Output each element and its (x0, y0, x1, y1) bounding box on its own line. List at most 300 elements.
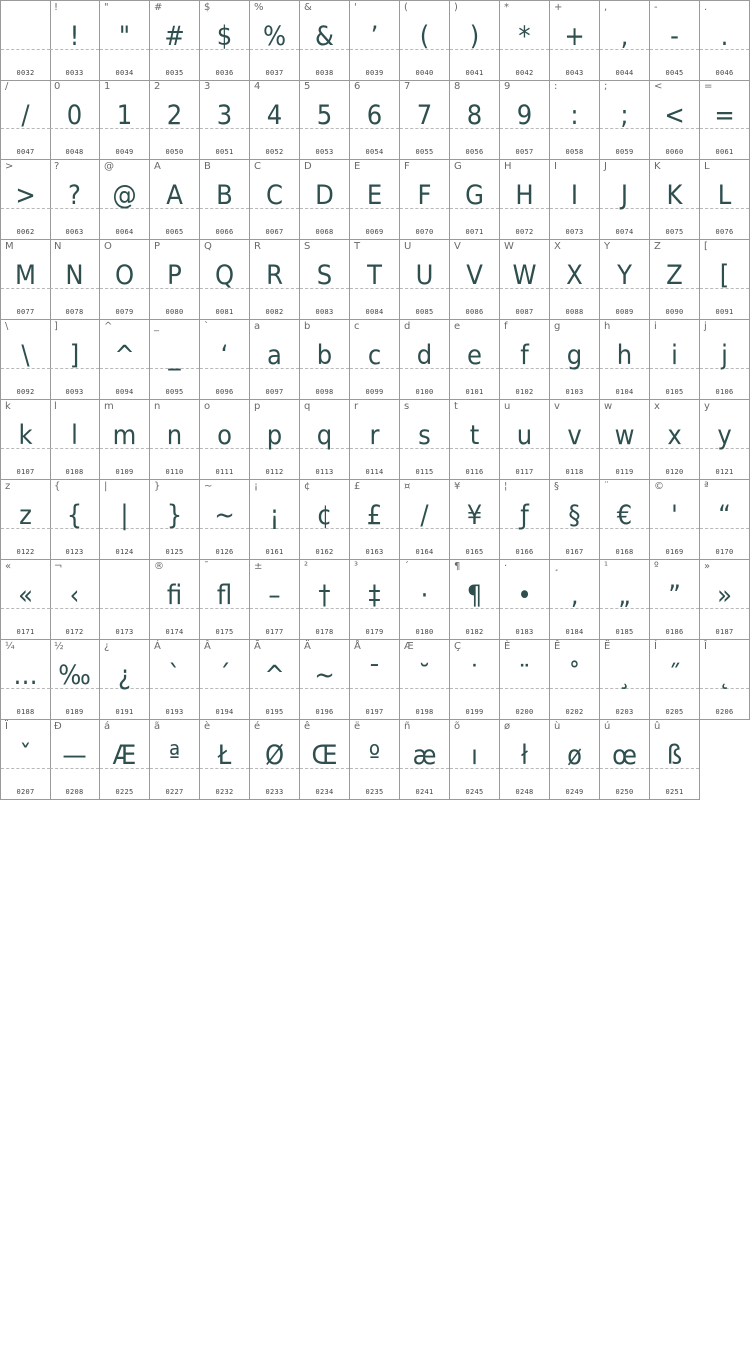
glyph-cell (600, 240, 650, 320)
glyph-cell (600, 0, 650, 81)
glyph-cell (600, 320, 650, 400)
glyph-cell (100, 640, 150, 720)
glyph-cell (400, 640, 450, 720)
character-code: 0109 (115, 468, 134, 476)
font-glyph: r (369, 420, 380, 451)
baseline-guide (1, 49, 50, 50)
reference-character: 8 (454, 81, 461, 92)
font-glyph: k (18, 420, 33, 451)
character-code: 0060 (665, 148, 684, 156)
character-code: 0046 (715, 69, 734, 77)
font-glyph: ˛ (718, 660, 731, 691)
reference-character: 7 (404, 81, 411, 92)
character-code: 0032 (16, 69, 35, 77)
glyph-cell (550, 400, 600, 480)
character-code: 0198 (415, 708, 434, 716)
character-code: 0125 (165, 548, 184, 556)
font-glyph: ^ (114, 340, 135, 371)
character-code: 0075 (665, 228, 684, 236)
character-code: 0116 (465, 468, 484, 476)
character-code: 0048 (65, 148, 84, 156)
reference-character: I (554, 161, 557, 172)
font-glyph: » (717, 580, 732, 611)
reference-character: « (5, 561, 12, 572)
font-glyph: ß (666, 740, 683, 771)
character-code: 0179 (365, 628, 384, 636)
reference-character: s (404, 401, 410, 412)
font-glyph: { (66, 500, 83, 531)
character-code: 0094 (115, 388, 134, 396)
glyph-cell (150, 640, 200, 720)
glyph-cell (50, 0, 100, 81)
font-glyph: M (15, 260, 36, 291)
glyph-cell (0, 400, 51, 480)
character-code: 0111 (215, 468, 234, 476)
glyph-cell (150, 720, 200, 800)
font-glyph: ( (419, 21, 430, 52)
font-glyph: J (620, 180, 629, 211)
character-code: 0118 (565, 468, 584, 476)
glyph-cell (400, 160, 450, 240)
font-glyph: ^ (264, 660, 285, 691)
character-code: 0034 (115, 69, 134, 77)
glyph-cell (300, 160, 350, 240)
glyph-cell (50, 160, 100, 240)
reference-character: W (504, 241, 514, 252)
reference-character: 1 (104, 81, 111, 92)
font-glyph: p (266, 420, 283, 451)
glyph-cell (50, 480, 100, 560)
glyph-cell (600, 480, 650, 560)
character-code: 0122 (16, 548, 35, 556)
reference-character: 4 (254, 81, 261, 92)
reference-character: Ê (554, 641, 561, 652)
reference-character: w (604, 401, 613, 412)
glyph-cell (150, 80, 200, 160)
glyph-cell (450, 720, 500, 800)
reference-character: ( (404, 2, 408, 13)
character-code: 0088 (565, 308, 584, 316)
reference-character: n (154, 401, 161, 412)
glyph-cell (250, 720, 300, 800)
font-glyph: f (520, 340, 529, 371)
reference-character: l (54, 401, 57, 412)
reference-character: Â (204, 641, 211, 652)
character-code: 0177 (265, 628, 284, 636)
font-glyph: _ (168, 340, 181, 371)
glyph-cell (50, 560, 100, 640)
font-glyph: … (13, 660, 38, 691)
font-glyph: 7 (416, 100, 433, 131)
character-code: 0194 (215, 708, 234, 716)
font-glyph: ´ (218, 660, 231, 691)
character-code: 0112 (265, 468, 284, 476)
glyph-cell (650, 480, 700, 560)
character-code: 0114 (365, 468, 384, 476)
glyph-cell (450, 560, 500, 640)
reference-character: } (154, 481, 161, 492)
font-glyph: 6 (366, 100, 383, 131)
reference-character: P (154, 241, 161, 252)
reference-character: @ (104, 161, 114, 172)
font-glyph: D (315, 180, 334, 211)
reference-character: ã (154, 721, 161, 732)
reference-character: E (354, 161, 361, 172)
character-code: 0056 (465, 148, 484, 156)
character-code: 0121 (715, 468, 734, 476)
character-code: 0126 (215, 548, 234, 556)
reference-character: Ð (54, 721, 62, 732)
font-glyph: P (167, 260, 182, 291)
glyph-cell (700, 640, 750, 720)
character-code: 0100 (415, 388, 434, 396)
reference-character: / (5, 81, 9, 92)
reference-character: & (304, 2, 312, 13)
reference-character: A (154, 161, 161, 172)
character-code: 0161 (265, 548, 284, 556)
character-code: 0196 (315, 708, 334, 716)
glyph-cell (250, 160, 300, 240)
reference-character: § (554, 481, 559, 492)
glyph-cell (600, 640, 650, 720)
glyph-cell (50, 320, 100, 400)
reference-character: X (554, 241, 561, 252)
font-glyph: † (318, 580, 331, 611)
reference-character: £ (354, 481, 361, 492)
character-code: 0098 (315, 388, 334, 396)
glyph-cell (100, 0, 150, 81)
character-code: 0040 (415, 69, 434, 77)
reference-character: õ (454, 721, 461, 732)
reference-character: Î (704, 641, 707, 652)
font-glyph: i (671, 340, 678, 371)
font-glyph: @ (112, 180, 137, 211)
font-glyph: o (217, 420, 232, 451)
character-code: 0232 (215, 788, 234, 796)
character-code: 0180 (415, 628, 434, 636)
reference-character: 9 (504, 81, 511, 92)
font-glyph: K (666, 180, 683, 211)
glyph-cell (0, 80, 51, 160)
font-glyph: A (166, 180, 183, 211)
reference-character: | (104, 481, 108, 492)
reference-character: O (104, 241, 112, 252)
character-code: 0202 (565, 708, 584, 716)
character-code: 0059 (615, 148, 634, 156)
font-glyph: Ł (217, 740, 232, 771)
font-glyph: x (667, 420, 682, 451)
font-glyph: Z (666, 260, 683, 291)
glyph-cell (350, 560, 400, 640)
glyph-cell (300, 640, 350, 720)
glyph-cell (450, 400, 500, 480)
glyph-cell (150, 320, 200, 400)
character-code: 0119 (615, 468, 634, 476)
font-glyph: C (266, 180, 283, 211)
character-code: 0092 (16, 388, 35, 396)
character-code: 0095 (165, 388, 184, 396)
character-code: 0185 (615, 628, 634, 636)
glyph-cell (150, 0, 200, 81)
reference-character: > (5, 161, 14, 172)
reference-character: B (204, 161, 211, 172)
font-glyph: 9 (516, 100, 533, 131)
character-code: 0104 (615, 388, 634, 396)
character-code: 0083 (315, 308, 334, 316)
glyph-cell (0, 240, 51, 320)
reference-character: H (504, 161, 512, 172)
reference-character: ? (54, 161, 60, 172)
character-code: 0091 (715, 308, 734, 316)
reference-character: # (154, 2, 163, 13)
glyph-cell (500, 320, 550, 400)
glyph-cell (200, 720, 250, 800)
reference-character: u (504, 401, 511, 412)
glyph-cell (650, 400, 700, 480)
reference-character: Í (654, 641, 657, 652)
reference-character: " (104, 2, 109, 13)
reference-character: : (554, 81, 558, 92)
font-glyph: € (616, 500, 633, 531)
glyph-cell (150, 560, 200, 640)
font-glyph: – (268, 580, 281, 611)
character-code: 0057 (515, 148, 534, 156)
reference-character: j (704, 321, 707, 332)
character-code: 0039 (365, 69, 384, 77)
font-glyph: º (368, 740, 381, 771)
reference-character: ) (454, 2, 458, 13)
glyph-cell (700, 0, 750, 81)
reference-character: [ (704, 241, 708, 252)
font-glyph: h (616, 340, 633, 371)
glyph-cell (50, 720, 100, 800)
character-code: 0163 (365, 548, 384, 556)
character-code: 0055 (415, 148, 434, 156)
glyph-cell (200, 240, 250, 320)
font-glyph: v (567, 420, 582, 451)
font-glyph: ¿ (118, 660, 131, 691)
font-glyph: V (466, 260, 483, 291)
reference-character: b (304, 321, 311, 332)
glyph-cell (100, 320, 150, 400)
glyph-cell (500, 640, 550, 720)
font-glyph: 1 (116, 100, 133, 131)
font-glyph: ª (168, 740, 181, 771)
glyph-cell (350, 480, 400, 560)
reference-character: k (5, 401, 11, 412)
character-code: 0067 (265, 228, 284, 236)
glyph-cell (350, 720, 400, 800)
character-code: 0085 (415, 308, 434, 316)
character-code: 0186 (665, 628, 684, 636)
font-glyph: R (266, 260, 283, 291)
glyph-cell (200, 80, 250, 160)
glyph-cell (250, 480, 300, 560)
glyph-cell (500, 480, 550, 560)
font-glyph: e (467, 340, 482, 371)
reference-character: - (654, 2, 658, 13)
character-code: 0191 (115, 708, 134, 716)
glyph-cell (200, 320, 250, 400)
glyph-cell (200, 560, 250, 640)
character-code: 0058 (565, 148, 584, 156)
glyph-cell (650, 0, 700, 81)
font-glyph: z (19, 500, 32, 531)
font-glyph: ƒ (520, 500, 529, 531)
glyph-cell (550, 80, 600, 160)
font-glyph: u (516, 420, 533, 451)
glyph-cell (250, 320, 300, 400)
reference-character: ¨ (604, 481, 609, 492)
character-code: 0235 (365, 788, 384, 796)
font-glyph: < (664, 100, 685, 131)
font-glyph: ~ (314, 660, 335, 691)
reference-character: d (404, 321, 411, 332)
font-glyph: F (417, 180, 432, 211)
font-glyph: fi (166, 580, 183, 611)
glyph-cell (200, 160, 250, 240)
character-code: 0167 (565, 548, 584, 556)
font-glyph: I (570, 180, 579, 211)
font-glyph: ˝ (668, 660, 681, 691)
character-code: 0084 (365, 308, 384, 316)
font-glyph: fl (216, 580, 233, 611)
font-glyph: “ (718, 500, 731, 531)
glyph-cell (450, 240, 500, 320)
glyph-cell (0, 640, 51, 720)
glyph-cell (350, 400, 400, 480)
font-glyph: d (416, 340, 433, 371)
font-glyph: L (717, 180, 732, 211)
character-code: 0079 (115, 308, 134, 316)
glyph-cell (700, 320, 750, 400)
glyph-cell (450, 640, 500, 720)
character-code: 0207 (16, 788, 35, 796)
font-glyph: æ (412, 740, 437, 771)
reference-character: º (654, 561, 659, 572)
reference-character: F (404, 161, 410, 172)
glyph-cell (50, 400, 100, 480)
glyph-cell (450, 0, 500, 81)
glyph-cell (500, 0, 550, 81)
font-glyph: * (518, 21, 531, 52)
character-code: 0093 (65, 388, 84, 396)
character-code: 0197 (365, 708, 384, 716)
reference-character: ¢ (304, 481, 311, 492)
reference-character: ¦ (504, 481, 508, 492)
reference-character: ê (304, 721, 311, 732)
character-code: 0036 (215, 69, 234, 77)
glyph-cell (350, 240, 400, 320)
character-code: 0052 (265, 148, 284, 156)
glyph-cell (650, 80, 700, 160)
font-glyph: w (614, 420, 635, 451)
character-code: 0049 (115, 148, 134, 156)
font-glyph: Ø (264, 740, 285, 771)
reference-character: ¸ (554, 561, 559, 572)
font-glyph: ¡ (269, 500, 280, 531)
reference-character: + (554, 2, 563, 13)
glyph-cell (650, 160, 700, 240)
reference-character: S (304, 241, 311, 252)
reference-character: » (704, 561, 711, 572)
font-glyph: ‡ (368, 580, 381, 611)
font-glyph: / (420, 500, 429, 531)
character-code: 0037 (265, 69, 284, 77)
reference-character: ¿ (104, 641, 110, 652)
character-code: 0050 (165, 148, 184, 156)
glyph-cell (0, 0, 51, 81)
reference-character: È (504, 641, 511, 652)
character-code: 0053 (315, 148, 334, 156)
reference-character: % (254, 2, 264, 13)
reference-character: T (354, 241, 361, 252)
font-glyph: / (21, 100, 30, 131)
reference-character: N (54, 241, 62, 252)
character-code: 0087 (515, 308, 534, 316)
font-glyph: ? (68, 180, 81, 211)
glyph-cell (100, 480, 150, 560)
reference-character: v (554, 401, 560, 412)
character-code: 0123 (65, 548, 84, 556)
glyph-cell (0, 320, 51, 400)
reference-character: ¼ (5, 641, 15, 652)
character-code: 0205 (665, 708, 684, 716)
reference-character: f (504, 321, 508, 332)
reference-character: L (704, 161, 710, 172)
glyph-cell (700, 240, 750, 320)
glyph-cell (200, 400, 250, 480)
glyph-cell (300, 720, 350, 800)
character-code: 0061 (715, 148, 734, 156)
character-code: 0108 (65, 468, 84, 476)
font-glyph: ¨ (518, 660, 531, 691)
glyph-cell (200, 0, 250, 81)
glyph-cell (450, 480, 500, 560)
font-glyph: = (714, 100, 735, 131)
font-glyph: ! (69, 21, 80, 52)
glyph-cell (400, 720, 450, 800)
font-glyph: T (367, 260, 382, 291)
font-glyph: Æ (112, 740, 137, 771)
font-glyph: Q (214, 260, 235, 291)
reference-character: o (204, 401, 211, 412)
reference-character: ñ (404, 721, 411, 732)
character-code: 0174 (165, 628, 184, 636)
reference-character: ± (254, 561, 263, 572)
font-glyph: . (720, 21, 729, 52)
character-code: 0206 (715, 708, 734, 716)
character-code: 0227 (165, 788, 184, 796)
glyph-cell (300, 480, 350, 560)
character-code: 0200 (515, 708, 534, 716)
reference-character: Ë (604, 641, 611, 652)
glyph-cell (300, 0, 350, 81)
character-code: 0047 (16, 148, 35, 156)
font-glyph: 4 (266, 100, 283, 131)
character-code: 0124 (115, 548, 134, 556)
font-glyph: „ (618, 580, 631, 611)
character-code: 0086 (465, 308, 484, 316)
font-glyph: j (721, 340, 728, 371)
glyph-cell (100, 80, 150, 160)
character-code: 0096 (215, 388, 234, 396)
font-glyph: œ (612, 740, 637, 771)
reference-character: Å (354, 641, 361, 652)
glyph-cell (0, 720, 51, 800)
font-glyph: H (515, 180, 534, 211)
glyph-cell (600, 400, 650, 480)
